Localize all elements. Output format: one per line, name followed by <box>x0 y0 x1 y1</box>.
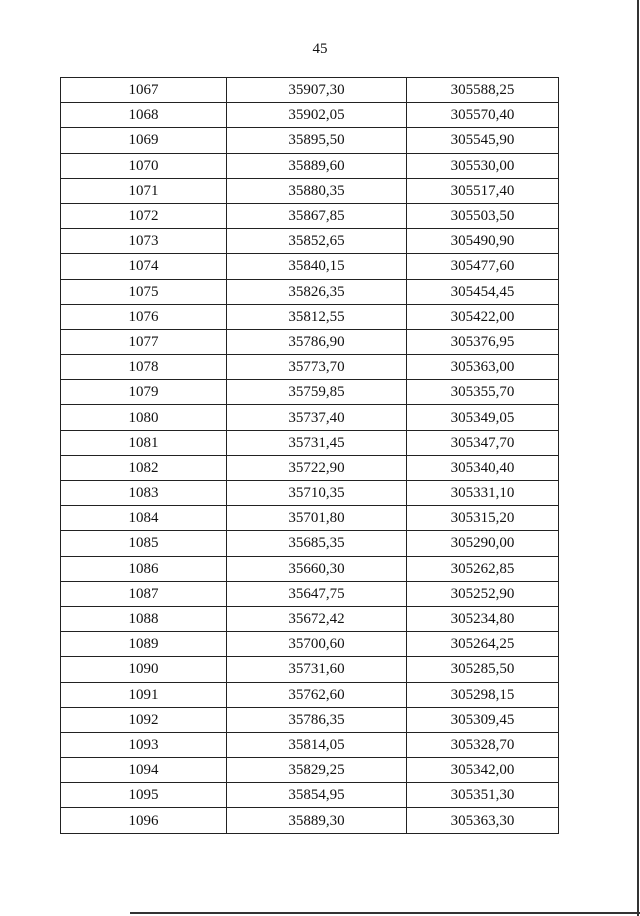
x-coordinate-cell: 35880,35 <box>227 178 407 203</box>
x-coordinate-cell: 35786,90 <box>227 329 407 354</box>
y-coordinate-cell: 305588,25 <box>407 78 559 103</box>
coordinates-table <box>60 77 559 834</box>
x-coordinate-cell: 35759,85 <box>227 380 407 405</box>
point-number-cell: 1087 <box>61 581 227 606</box>
y-coordinate-cell: 305545,90 <box>407 128 559 153</box>
point-number-cell: 1089 <box>61 632 227 657</box>
x-coordinate-cell: 35685,35 <box>227 531 407 556</box>
table-row <box>61 254 559 279</box>
point-number-cell: 1069 <box>61 128 227 153</box>
table-row <box>61 380 559 405</box>
x-coordinate-cell: 35773,70 <box>227 355 407 380</box>
table-row <box>61 783 559 808</box>
y-coordinate-cell: 305570,40 <box>407 103 559 128</box>
y-coordinate-cell: 305262,85 <box>407 556 559 581</box>
point-number-cell: 1083 <box>61 481 227 506</box>
y-coordinate-cell: 305315,20 <box>407 506 559 531</box>
x-coordinate-cell: 35907,30 <box>227 78 407 103</box>
table-row <box>61 632 559 657</box>
y-coordinate-cell: 305490,90 <box>407 229 559 254</box>
y-coordinate-cell: 305298,15 <box>407 682 559 707</box>
y-coordinate-cell: 305290,00 <box>407 531 559 556</box>
x-coordinate-cell: 35762,60 <box>227 682 407 707</box>
table-row <box>61 758 559 783</box>
point-number-cell: 1096 <box>61 808 227 833</box>
table-row <box>61 405 559 430</box>
table-row <box>61 506 559 531</box>
point-number-cell: 1081 <box>61 430 227 455</box>
y-coordinate-cell: 305285,50 <box>407 657 559 682</box>
point-number-cell: 1067 <box>61 78 227 103</box>
y-coordinate-cell: 305351,30 <box>407 783 559 808</box>
x-coordinate-cell: 35854,95 <box>227 783 407 808</box>
point-number-cell: 1082 <box>61 455 227 480</box>
y-coordinate-cell: 305355,70 <box>407 380 559 405</box>
table-row <box>61 707 559 732</box>
y-coordinate-cell: 305349,05 <box>407 405 559 430</box>
point-number-cell: 1079 <box>61 380 227 405</box>
x-coordinate-cell: 35737,40 <box>227 405 407 430</box>
table-row <box>61 203 559 228</box>
y-coordinate-cell: 305342,00 <box>407 758 559 783</box>
point-number-cell: 1074 <box>61 254 227 279</box>
y-coordinate-cell: 305331,10 <box>407 481 559 506</box>
point-number-cell: 1086 <box>61 556 227 581</box>
y-coordinate-cell: 305376,95 <box>407 329 559 354</box>
point-number-cell: 1070 <box>61 153 227 178</box>
table-row <box>61 808 559 833</box>
x-coordinate-cell: 35731,60 <box>227 657 407 682</box>
y-coordinate-cell: 305503,50 <box>407 203 559 228</box>
point-number-cell: 1072 <box>61 203 227 228</box>
y-coordinate-cell: 305309,45 <box>407 707 559 732</box>
table-row <box>61 531 559 556</box>
y-coordinate-cell: 305340,40 <box>407 455 559 480</box>
y-coordinate-cell: 305517,40 <box>407 178 559 203</box>
x-coordinate-cell: 35889,60 <box>227 153 407 178</box>
point-number-cell: 1068 <box>61 103 227 128</box>
y-coordinate-cell: 305454,45 <box>407 279 559 304</box>
y-coordinate-cell: 305252,90 <box>407 581 559 606</box>
point-number-cell: 1088 <box>61 606 227 631</box>
table-row <box>61 355 559 380</box>
table-row <box>61 329 559 354</box>
table-row <box>61 304 559 329</box>
point-number-cell: 1077 <box>61 329 227 354</box>
table-row <box>61 78 559 103</box>
table-row <box>61 455 559 480</box>
table-row <box>61 430 559 455</box>
point-number-cell: 1091 <box>61 682 227 707</box>
point-number-cell: 1094 <box>61 758 227 783</box>
table-row <box>61 229 559 254</box>
y-coordinate-cell: 305422,00 <box>407 304 559 329</box>
x-coordinate-cell: 35647,75 <box>227 581 407 606</box>
x-coordinate-cell: 35889,30 <box>227 808 407 833</box>
point-number-cell: 1084 <box>61 506 227 531</box>
x-coordinate-cell: 35829,25 <box>227 758 407 783</box>
x-coordinate-cell: 35840,15 <box>227 254 407 279</box>
point-number-cell: 1071 <box>61 178 227 203</box>
table-row <box>61 657 559 682</box>
table-row <box>61 606 559 631</box>
table-row <box>61 581 559 606</box>
y-coordinate-cell: 305530,00 <box>407 153 559 178</box>
x-coordinate-cell: 35895,50 <box>227 128 407 153</box>
table-row <box>61 178 559 203</box>
table-row <box>61 732 559 757</box>
x-coordinate-cell: 35867,85 <box>227 203 407 228</box>
x-coordinate-cell: 35786,35 <box>227 707 407 732</box>
x-coordinate-cell: 35672,42 <box>227 606 407 631</box>
point-number-cell: 1076 <box>61 304 227 329</box>
y-coordinate-cell: 305234,80 <box>407 606 559 631</box>
table-row <box>61 153 559 178</box>
y-coordinate-cell: 305328,70 <box>407 732 559 757</box>
point-number-cell: 1078 <box>61 355 227 380</box>
table-row <box>61 556 559 581</box>
x-coordinate-cell: 35710,35 <box>227 481 407 506</box>
table-row <box>61 682 559 707</box>
point-number-cell: 1075 <box>61 279 227 304</box>
point-number-cell: 1095 <box>61 783 227 808</box>
page-edge-right <box>637 0 639 916</box>
point-number-cell: 1090 <box>61 657 227 682</box>
page-edge-bottom <box>130 912 640 914</box>
y-coordinate-cell: 305264,25 <box>407 632 559 657</box>
x-coordinate-cell: 35826,35 <box>227 279 407 304</box>
x-coordinate-cell: 35722,90 <box>227 455 407 480</box>
x-coordinate-cell: 35700,60 <box>227 632 407 657</box>
point-number-cell: 1080 <box>61 405 227 430</box>
y-coordinate-cell: 305477,60 <box>407 254 559 279</box>
y-coordinate-cell: 305347,70 <box>407 430 559 455</box>
x-coordinate-cell: 35902,05 <box>227 103 407 128</box>
y-coordinate-cell: 305363,30 <box>407 808 559 833</box>
table-row <box>61 279 559 304</box>
x-coordinate-cell: 35852,65 <box>227 229 407 254</box>
table-row <box>61 128 559 153</box>
y-coordinate-cell: 305363,00 <box>407 355 559 380</box>
x-coordinate-cell: 35814,05 <box>227 732 407 757</box>
table-row <box>61 103 559 128</box>
x-coordinate-cell: 35731,45 <box>227 430 407 455</box>
point-number-cell: 1073 <box>61 229 227 254</box>
point-number-cell: 1093 <box>61 732 227 757</box>
x-coordinate-cell: 35812,55 <box>227 304 407 329</box>
point-number-cell: 1092 <box>61 707 227 732</box>
table-row <box>61 481 559 506</box>
x-coordinate-cell: 35660,30 <box>227 556 407 581</box>
page-number: 45 <box>312 41 328 57</box>
coordinates-table-body <box>61 78 559 834</box>
point-number-cell: 1085 <box>61 531 227 556</box>
x-coordinate-cell: 35701,80 <box>227 506 407 531</box>
